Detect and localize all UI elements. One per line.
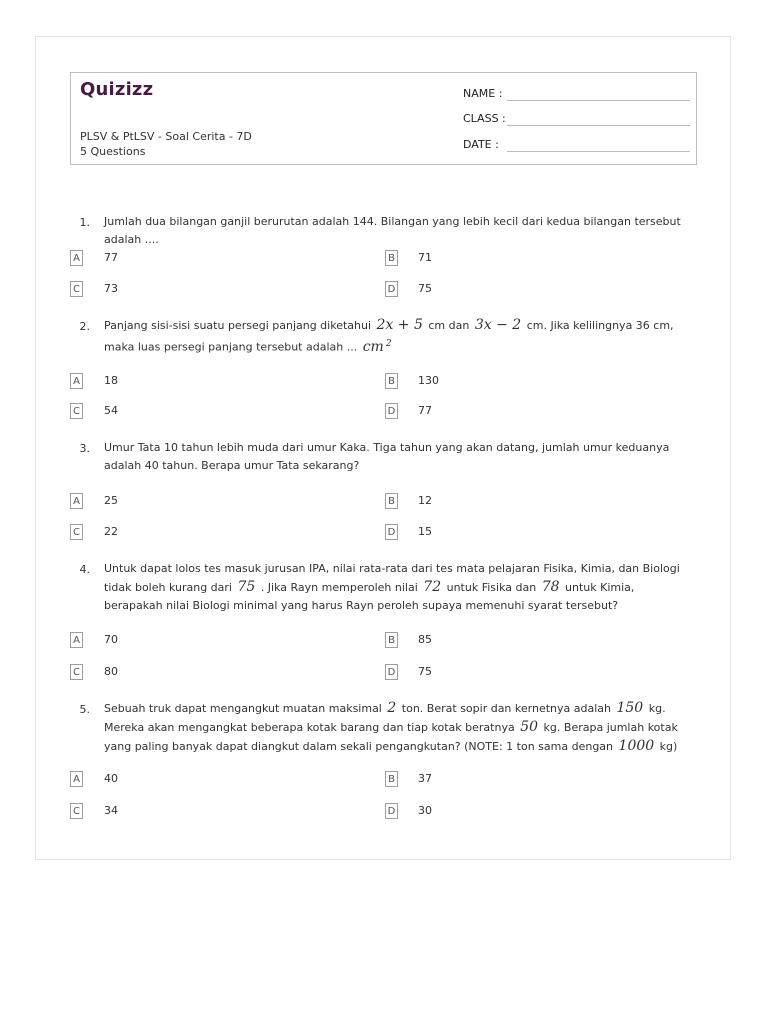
math-exponent: 2 — [385, 339, 392, 349]
q4-option-b-letter[interactable]: B — [385, 632, 398, 648]
question-4-text-part-2: . Jika Rayn memperoleh nilai — [260, 581, 418, 594]
q5-option-d-letter[interactable]: D — [385, 803, 398, 819]
q4-option-a-text[interactable]: 70 — [104, 633, 118, 646]
q5-option-b-text[interactable]: 37 — [418, 772, 432, 785]
q4-option-d-letter[interactable]: D — [385, 664, 398, 680]
math-number: 2 — [387, 700, 397, 716]
q1-option-c-letter[interactable]: C — [70, 281, 83, 297]
q1-option-d-text[interactable]: 75 — [418, 282, 432, 295]
q1-option-d-letter[interactable]: D — [385, 281, 398, 297]
q5-option-d-text[interactable]: 30 — [418, 804, 432, 817]
q3-option-c-text[interactable]: 22 — [104, 525, 118, 538]
q4-option-a-letter[interactable]: A — [70, 632, 83, 648]
math-number: 78 — [541, 579, 560, 595]
question-2-text-part-1: Panjang sisi-sisi suatu persegi panjang diketahui — [104, 319, 372, 332]
question-count: 5 Questions — [80, 145, 146, 158]
name-label: NAME : — [463, 87, 503, 100]
q5-option-b-letter[interactable]: B — [385, 771, 398, 787]
question-5-text-part-5: kg) — [659, 740, 678, 753]
date-field[interactable] — [463, 138, 507, 151]
name-line[interactable] — [507, 100, 690, 101]
q2-option-c-text[interactable]: 54 — [104, 404, 118, 417]
date-line[interactable] — [507, 151, 690, 152]
question-3-number: 3. — [79, 442, 90, 455]
math-expression: 3x − 2 — [474, 317, 522, 333]
question-2-text-part-2: cm dan — [428, 319, 470, 332]
q2-option-a-letter[interactable]: A — [70, 373, 83, 389]
math-number: 75 — [237, 579, 256, 595]
math-number: 1000 — [618, 738, 655, 754]
question-4-number: 4. — [79, 563, 90, 576]
q5-option-a-text[interactable]: 40 — [104, 772, 118, 785]
q5-option-c-text[interactable]: 34 — [104, 804, 118, 817]
question-5-text-part-4: kg. Berapa jumlah kotak yang paling banyak dapat diangkut dalam sekali pengangkutan? (NOTE: 1 ton sama dengan — [104, 721, 678, 753]
q4-option-c-text[interactable]: 80 — [104, 665, 118, 678]
math-number: 72 — [423, 579, 442, 595]
q4-option-b-text[interactable]: 85 — [418, 633, 432, 646]
q1-option-c-text[interactable]: 73 — [104, 282, 118, 295]
q2-option-a-text[interactable]: 18 — [104, 374, 118, 387]
q3-option-a-text[interactable]: 25 — [104, 494, 118, 507]
q2-option-b-text[interactable]: 130 — [418, 374, 439, 387]
question-4-text-part-4: untuk Kimia, berapakah nilai Biologi minimal yang harus Rayn peroleh supaya memenuhi syarat tersebut? — [104, 581, 635, 612]
name-field[interactable] — [463, 87, 507, 100]
math-number: 150 — [616, 700, 644, 716]
class-line[interactable] — [507, 125, 690, 126]
q5-option-a-letter[interactable]: A — [70, 771, 83, 787]
q2-option-d-text[interactable]: 77 — [418, 404, 432, 417]
question-2-number: 2. — [79, 320, 90, 333]
math-number: 50 — [520, 719, 539, 735]
q4-option-d-text[interactable]: 75 — [418, 665, 432, 678]
date-label: DATE : — [463, 138, 499, 151]
q5-option-c-letter[interactable]: C — [70, 803, 83, 819]
question-4-text-part-1: Untuk dapat lolos tes masuk jurusan IPA, nilai rata-rata dari tes mata pelajaran Fisika, Kimia, dan Biologi tidak boleh kurang dari — [104, 562, 680, 594]
question-5-text-part-3: kg. Mereka akan mengangkat beberapa kotak barang dan tiap kotak beratnya — [104, 702, 666, 734]
question-5-text-part-1: Sebuah truk dapat mengangkut muatan maksimal — [104, 702, 382, 715]
question-2-text — [104, 316, 700, 357]
question-4-text — [104, 560, 696, 615]
q3-option-c-letter[interactable]: C — [70, 524, 83, 540]
math-unit: cm — [362, 338, 384, 355]
question-1-number: 1. — [79, 216, 90, 229]
question-4-text-part-3: untuk Fisika dan — [446, 581, 537, 594]
q2-option-d-letter[interactable]: D — [385, 403, 398, 419]
q1-option-a-text[interactable]: 77 — [104, 251, 118, 264]
q4-option-c-letter[interactable]: C — [70, 664, 83, 680]
q1-option-a-letter[interactable]: A — [70, 250, 83, 266]
q3-option-b-letter[interactable]: B — [385, 493, 398, 509]
question-5-text — [104, 699, 696, 756]
q3-option-d-text[interactable]: 15 — [418, 525, 432, 538]
question-1-text: Jumlah dua bilangan ganjil berurutan adalah 144. Bilangan yang lebih kecil dari kedua bilangan tersebut adalah .... — [104, 215, 681, 246]
q2-option-c-letter[interactable]: C — [70, 403, 83, 419]
q1-option-b-text[interactable]: 71 — [418, 251, 432, 264]
question-2-text-part-3: cm. Jika kelilingnya 36 cm, maka luas persegi panjang tersebut adalah ... — [104, 319, 674, 354]
question-5-number: 5. — [79, 703, 90, 716]
quiz-title: PLSV & PtLSV - Soal Cerita - 7D — [80, 130, 252, 143]
question-3-text: Umur Tata 10 tahun lebih muda dari umur Kaka. Tiga tahun yang akan datang, jumlah umur keduanya adalah 40 tahun. Berapa umur Tata sekarang? — [104, 441, 670, 472]
quizizz-logo: Quizizz — [80, 79, 154, 100]
class-label: CLASS : — [463, 112, 506, 125]
class-field[interactable] — [463, 112, 507, 125]
q3-option-b-text[interactable]: 12 — [418, 494, 432, 507]
q2-option-b-letter[interactable]: B — [385, 373, 398, 389]
worksheet-header — [70, 72, 697, 165]
q3-option-d-letter[interactable]: D — [385, 524, 398, 540]
q1-option-b-letter[interactable]: B — [385, 250, 398, 266]
math-expression: 2x + 5 — [376, 317, 423, 333]
q3-option-a-letter[interactable]: A — [70, 493, 83, 509]
question-5-text-part-2: ton. Berat sopir dan kernetnya adalah — [401, 702, 611, 715]
